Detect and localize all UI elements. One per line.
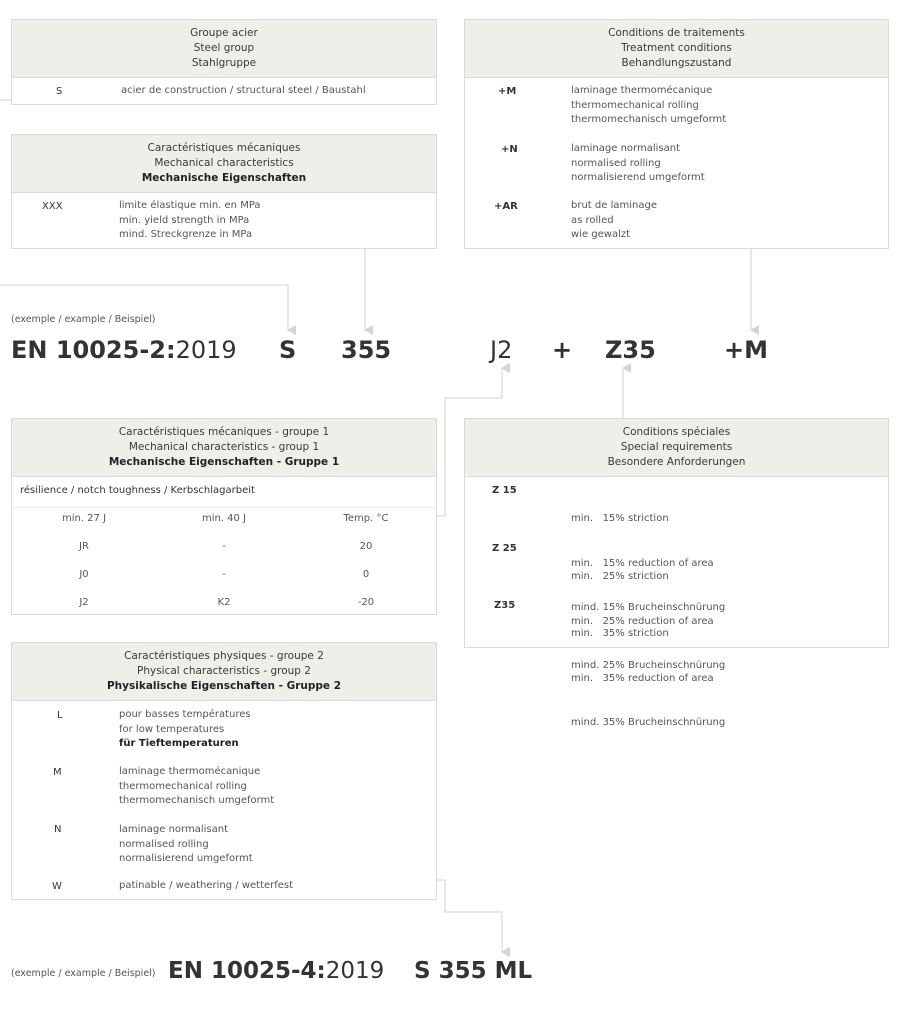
desc-line: laminage thermomécanique bbox=[571, 85, 713, 96]
standard-code-2: EN 10025-4: bbox=[168, 958, 326, 984]
mech-char-header bbox=[12, 135, 436, 193]
header-line-fr: Caractéristiques mécaniques - groupe 1 bbox=[118, 426, 330, 438]
special-code-z25: Z 25 bbox=[492, 543, 517, 554]
standard-designation-2 bbox=[168, 958, 384, 984]
cell-k2: K2 bbox=[217, 597, 231, 608]
designation-355: 355 bbox=[341, 336, 392, 364]
steel-group-box bbox=[11, 19, 437, 105]
desc-line: brut de laminage bbox=[571, 200, 657, 211]
desc-line: laminage thermomécanique bbox=[119, 766, 261, 777]
desc-line: min. 25% striction bbox=[571, 571, 669, 583]
mech-char-code: XXX bbox=[42, 201, 63, 212]
special-code-z15: Z 15 bbox=[492, 485, 517, 496]
treatment-desc-ar bbox=[571, 199, 657, 243]
cell-j0-temp: 0 bbox=[362, 569, 370, 580]
header-line-en: Special requirements bbox=[620, 441, 733, 453]
special-code-z35: Z35 bbox=[494, 600, 516, 611]
desc-line: min. 35% striction bbox=[571, 628, 669, 640]
mech-char-box bbox=[11, 134, 437, 249]
desc-line: wie gewalzt bbox=[571, 229, 631, 241]
treatment-code-n: +N bbox=[501, 144, 518, 155]
header-line-de: Behandlungszustand bbox=[621, 57, 732, 69]
phys-group2-header bbox=[12, 643, 436, 701]
desc-line: thermomechanical rolling bbox=[119, 780, 247, 792]
desc-line: patinable / weathering / wetterfest bbox=[119, 880, 294, 891]
mech-group1-header bbox=[12, 419, 436, 477]
designation-s355ml: S 355 ML bbox=[414, 958, 533, 984]
divider bbox=[12, 507, 438, 508]
desc-line: thermomechanisch umgeformt bbox=[571, 114, 727, 126]
desc-line: normalisierend umgeformt bbox=[571, 172, 705, 184]
designation-plus: + bbox=[552, 336, 573, 364]
phys-desc-l bbox=[119, 708, 251, 752]
treatment-code-m: +M bbox=[498, 86, 517, 97]
desc-line: min. 25% reduction of area bbox=[571, 615, 714, 627]
cell-j0-40: - bbox=[222, 569, 226, 580]
phys-desc-w bbox=[119, 879, 293, 894]
desc-line: for low temperatures bbox=[119, 723, 225, 735]
cell-jr-40: - bbox=[222, 541, 226, 552]
special-header bbox=[465, 419, 888, 477]
desc-line: min. 35% reduction of area bbox=[571, 672, 714, 684]
desc-line: mind. 35% Brucheinschnürung bbox=[571, 716, 726, 728]
steel-group-desc: acier de construction / structural steel / Baustahl bbox=[121, 85, 366, 96]
desc-line: min. 15% striction bbox=[571, 513, 669, 525]
header-line-de: Mechanische Eigenschaften - Gruppe 1 bbox=[108, 456, 340, 468]
standard-code: EN 10025-2: bbox=[11, 336, 176, 364]
desc-line: normalised rolling bbox=[119, 838, 209, 850]
special-desc-z35 bbox=[571, 598, 725, 760]
desc-line: thermomechanical rolling bbox=[571, 99, 699, 111]
col-header-temp: Temp. °C bbox=[343, 513, 389, 524]
treatment-header bbox=[465, 20, 888, 78]
standard-designation bbox=[11, 336, 237, 364]
desc-line: limite élastique min. en MPa bbox=[119, 200, 261, 211]
special-box bbox=[464, 418, 889, 728]
mech-group1-box bbox=[11, 418, 437, 615]
desc-line: thermomechanisch umgeformt bbox=[119, 795, 275, 807]
phys-desc-m bbox=[119, 765, 274, 809]
header-line-en: Physical characteristics - group 2 bbox=[137, 665, 311, 677]
header-line-fr: Caractéristiques physiques - groupe 2 bbox=[124, 650, 324, 662]
desc-line: für Tieftemperaturen bbox=[119, 738, 239, 750]
desc-line: min. yield strength in MPa bbox=[119, 214, 250, 226]
phys-code-n: N bbox=[54, 824, 62, 835]
header-line-fr: Conditions spéciales bbox=[622, 426, 731, 438]
header-line-de: Mechanische Eigenschaften bbox=[141, 172, 307, 184]
header-line-de: Stahlgruppe bbox=[191, 57, 257, 69]
phys-desc-n bbox=[119, 823, 253, 867]
desc-line: as rolled bbox=[571, 214, 614, 226]
phys-code-w: W bbox=[52, 881, 62, 892]
header-line-en: Mechanical characteristics bbox=[154, 157, 294, 169]
phys-group2-box bbox=[11, 642, 437, 900]
desc-line: normalisierend umgeformt bbox=[119, 853, 253, 865]
cell-jr-temp: 20 bbox=[359, 541, 373, 552]
cell-jr: JR bbox=[79, 541, 89, 552]
designation-m: +M bbox=[724, 336, 768, 364]
header-line-fr: Conditions de traitements bbox=[608, 27, 745, 39]
desc-line: laminage normalisant bbox=[571, 143, 680, 154]
col-header-40j: min. 40 J bbox=[201, 513, 247, 524]
header-line-en: Mechanical characteristics - group 1 bbox=[128, 441, 320, 453]
connector-ml bbox=[437, 880, 502, 952]
designation-s: S bbox=[279, 336, 297, 364]
header-line-en: Steel group bbox=[193, 42, 255, 54]
cell-j2: J2 bbox=[79, 597, 89, 608]
header-line-de: Besondere Anforderungen bbox=[607, 456, 746, 468]
steel-group-code: S bbox=[56, 86, 63, 97]
steel-group-header bbox=[12, 20, 436, 78]
designation-z35: Z35 bbox=[605, 336, 656, 364]
desc-line: mind. 25% Brucheinschnürung bbox=[571, 659, 726, 671]
desc-line: mind. Streckgrenze in MPa bbox=[119, 229, 253, 241]
col-header-27j: min. 27 J bbox=[61, 513, 107, 524]
cell-j0: J0 bbox=[79, 569, 89, 580]
designation-j2: J2 bbox=[490, 336, 513, 364]
phys-code-m: M bbox=[53, 767, 62, 778]
desc-line: min. 15% reduction of area bbox=[571, 557, 714, 569]
desc-line: pour basses températures bbox=[119, 709, 251, 720]
header-line-fr: Groupe acier bbox=[190, 27, 258, 39]
header-line-de: Physikalische Eigenschaften - Gruppe 2 bbox=[106, 680, 341, 692]
cell-j2-temp: -20 bbox=[357, 597, 375, 608]
treatment-code-ar: +AR bbox=[494, 201, 518, 212]
desc-line: normalised rolling bbox=[571, 157, 661, 169]
treatment-desc-m bbox=[571, 84, 726, 128]
phys-code-l: L bbox=[57, 710, 63, 721]
example2-label: (exemple / example / Beispiel) bbox=[11, 968, 156, 979]
treatment-desc-n bbox=[571, 142, 705, 186]
standard-year: 2019 bbox=[175, 336, 237, 364]
treatment-box bbox=[464, 19, 889, 249]
desc-line: mind. 15% Brucheinschnürung bbox=[571, 601, 726, 613]
standard-year-2: 2019 bbox=[325, 958, 385, 984]
header-line-fr: Caractéristiques mécaniques bbox=[147, 142, 301, 154]
example-label: (exemple / example / Beispiel) bbox=[11, 314, 156, 325]
header-line-en: Treatment conditions bbox=[621, 42, 732, 54]
desc-line: laminage normalisant bbox=[119, 824, 228, 835]
mech-group1-subtitle: résilience / notch toughness / Kerbschlagarbeit bbox=[20, 485, 255, 496]
mech-char-desc bbox=[119, 199, 261, 243]
